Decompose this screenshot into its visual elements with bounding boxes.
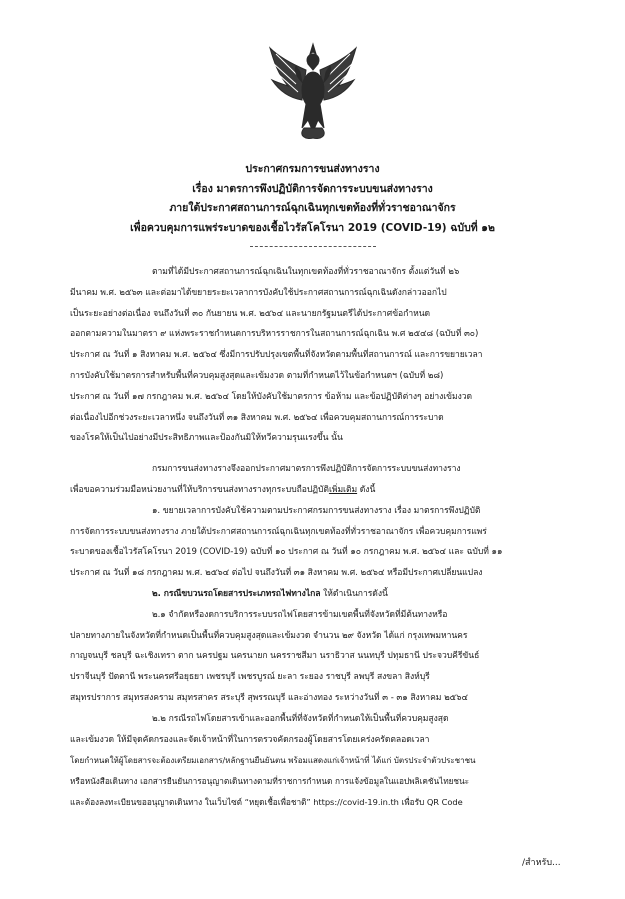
para2-line: กรมการขนส่งทางรางจึงออกประกาศมาตรการพึงปฏิบัติการจัดการระบบขนส่งทางราง [152,464,461,475]
item2-sub1-line: ๒.๑ จำกัดหรืองดการบริการระบบรถไฟโดยสารข้ามเขตพื้นที่จังหวัดที่มีต้นทางหรือ [152,609,448,620]
item1-line: ประกาศ ณ วันที่ ๑๘ กรกฎาคม พ.ศ. ๒๕๖๔ ต่อไป จนถึงวันที่ ๓๑ สิงหาคม พ.ศ. ๒๕๖๔ หรือมีประกาศเปลี่ยนแปลง [70,568,483,579]
para2-text-end: ดังนี้ [357,484,376,495]
para1-line: การบังคับใช้มาตรการสำหรับพื้นที่ควบคุมสูงสุดและเข้มงวด ตามที่กำหนดไว้ในข้อกำหนดฯ (ฉบับที่ ๒๘) [70,370,444,381]
para1-line: ออกตามความในมาตรา ๙ แห่งพระราชกำหนดการบริหารราชการในสถานการณ์ฉุกเฉิน พ.ศ ๒๕๔๘ (ฉบับที่ ๓๐) [70,329,479,340]
header-subject-line2: ภายใต้ประกาศสถานการณ์ฉุกเฉินทุกเขตท้องที่ทั่วราชอาณาจักร [169,202,456,214]
item2-sub2-line: ๒.๒ กรณีรถไฟโดยสารเข้าและออกพื้นที่ที่จังหวัดที่กำหนดให้เป็นพื้นที่ควบคุมสูงสุด [152,713,449,724]
para1-line: ของโรคให้เป็นไปอย่างมีประสิทธิภาพและป้องกันมิให้ทวีความรุนแรงขึ้น นั้น [70,433,343,444]
item2-heading-bold: ๒. กรณีขบวนรถโดยสารประเภทรถไฟทางไกล [152,588,321,599]
item1-line: ระบาดของเชื้อไวรัสโคโรนา 2019 (COVID-19) ฉบับที่ ๑๐ ประกาศ ณ วันที่ ๑๐ กรกฎาคม พ.ศ. ๒๕๖๔ และ ฉบับที่ ๑๑ [70,547,503,558]
item1-line: ๑. ขยายเวลาการบังคับใช้ความตามประกาศกรมการขนส่งทางราง เรื่อง มาตรการพึงปฏิบัติ [152,505,481,516]
garuda-emblem-icon [268,40,358,142]
para1-line: ประกาศ ณ วันที่ ๑๗ กรกฎาคม พ.ศ. ๒๕๖๔ โดยให้บังคับใช้มาตรการ ข้อห้าม และข้อปฏิบัติต่างๆ อย่างเข้มงวด [70,391,473,402]
item2-heading [82,584,560,605]
item2-sub1-line: สมุทรปราการ สมุทรสงคราม สมุทรสาคร สระบุรี สุพรรณบุรี และอ่างทอง ระหว่างวันที่ ๓ - ๓๑ สิงหาคม ๒๕๖๔ [70,692,468,703]
item2-sub2-line: และเข้มงวด ให้มีจุดคัดกรองและจัดเจ้าหน้าที่ในการตรวจคัดกรองผู้โดยสารโดยเคร่งครัดตลอดเวลา [70,734,430,745]
para2-text: เพื่อขอความร่วมมือหน่วยงานที่ให้บริการขนส่งทางรางทุกระบบถือปฏิบัติ [70,484,329,495]
item2-sub2-line: โดยกำหนดให้ผู้โดยสารจะต้องเตรียมเอกสาร/หลักฐานยืนยันตน พร้อมแสดงแก่เจ้าหน้าที่ ได้แก่ บัตรประจำตัวประชาชน [70,755,476,766]
para1-line: ประกาศ ณ วันที่ ๑ สิงหาคม พ.ศ. ๒๕๖๔ ซึ่งมีการปรับปรุงเขตพื้นที่จังหวัดตามพื้นที่สถานการณ์ และการขยายเวลา [70,350,483,361]
item2-sub2-line: หรือหนังสือเดินทาง เอกสารยืนยันการอนุญาตเดินทางตามที่ราชการกำหนด การแจ้งข้อมูลในแอปพลิเคชันไทยชนะ [70,776,470,787]
item2-sub1-line: ปลายทางภายในจังหวัดที่กำหนดเป็นพื้นที่ควบคุมสูงสุดและเข้มงวด จำนวน ๒๙ จังหวัด ได้แก่ กรุงเทพมหานคร [70,630,468,641]
header-divider [250,246,376,247]
item2-sub1-line: ปราจีนบุรี ปัตตานี พระนครศรีอยุธยา เพชรบุรี เพชรบูรณ์ ยะลา ระยอง ราชบุรี ลพบุรี สงขลา สิงห์บุรี [70,672,430,683]
item2-sub2-line: และต้องลงทะเบียนขออนุญาตเดินทาง ในเว็บไซต์ “หยุดเชื้อเพื่อชาติ” https://covid-19.in.th เพื่อรับ QR Code [70,796,463,807]
continuation-marker: /สำหรับ... [522,858,561,868]
item2-sub1-line: กาญจนบุรี ชลบุรี ฉะเชิงเทรา ตาก นครปฐม นครนายก นครราชสีมา นราธิวาส นนทบุรี ปทุมธานี ประจวบคีรีขันธ์ [70,651,480,662]
para1-line: ตามที่ได้มีประกาศสถานการณ์ฉุกเฉินในทุกเขตท้องที่ทั่วราชอาณาจักร ตั้งแต่วันที่ ๒๖ [152,267,460,277]
document-header [60,160,565,238]
para1-line: มีนาคม พ.ศ. ๒๕๖๓ และต่อมาได้ขยายระยะเวลาการบังคับใช้ประกาศสถานการณ์ฉุกเฉินดังกล่าวออกไป [70,287,447,298]
para1-line: เป็นระยะอย่างต่อเนื่อง จนถึงวันที่ ๓๐ กันยายน พ.ศ. ๒๕๖๔ และนายกรัฐมนตรีได้ประกาศข้อกำหนด [70,308,431,319]
para2-underlined-text: เพิ่มเติม [328,484,358,495]
header-subject-line3: เพื่อควบคุมการแพร่ระบาดของเชื้อไวรัสโคโรนา 2019 (COVID-19) ฉบับที่ ๑๒ [130,221,495,234]
item2-heading-rest: ให้ดำเนินการดังนี้ [320,588,388,599]
para2-line [70,480,560,501]
header-subject: เรื่อง มาตรการพึงปฏิบัติการจัดการระบบขนส่งทางราง [192,182,433,195]
para1-line: ต่อเนื่องไปอีกช่วงระยะเวลาหนึ่ง จนถึงวันที่ ๓๑ สิงหาคม พ.ศ. ๒๕๖๔ เพื่อควบคุมสถานการณ์การระบาด [70,412,444,423]
header-agency: ประกาศกรมการขนส่งทางราง [245,163,380,175]
document-body [70,262,560,813]
item1-line: การจัดการระบบขนส่งทางราง ภายใต้ประกาศสถานการณ์ฉุกเฉินทุกเขตท้องที่ทั่วราชอาณาจักร เพื่อควบคุมการแพร่ [70,526,487,537]
